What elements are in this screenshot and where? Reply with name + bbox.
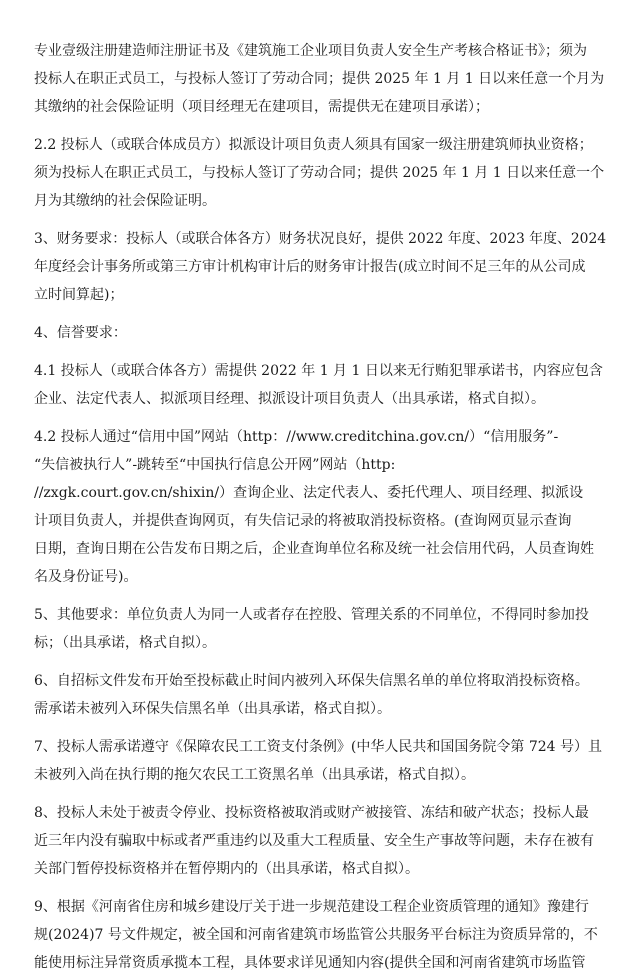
text-line: 名及身份证号)。: [34, 569, 138, 585]
text-line: “失信被执行人”-跳转至“中国执行信息公开网”网站（http:: [34, 457, 396, 473]
text-line: 投标人在职正式员工，与投标人签订了劳动合同；提供 2025 年 1 月 1 日以来任意一个月为: [34, 71, 605, 87]
text-line: 关部门暂停投标资格并在暂停期内的（出具承诺，格式自拟）。: [34, 861, 419, 877]
text-line: 其缴纳的社会保险证明（项目经理无在建项目，需提供无在建项目承诺）；: [34, 99, 489, 115]
text-line: 能使用标注异常资质承揽本工程，具体要求详见通知内容(提供全国和河南省建筑市场监管: [34, 955, 586, 971]
text-line: 3、财务要求：投标人（或联合体各方）财务状况良好，提供 2022 年度、2023 年度、2024: [34, 231, 607, 247]
text-line: 7、投标人需承诺遵守《保障农民工工资支付条例》(中华人民共和国国务院令第 724 号）且: [34, 739, 602, 755]
text-line: 规(2024)7 号文件规定，被全国和河南省建筑市场监管公共服务平台标注为资质异常的，不: [34, 927, 598, 943]
text-line: 立时间算起)；: [34, 287, 124, 303]
text-line: 日期，查询日期在公告发布日期之后，企业查询单位名称及统一社会信用代码，人员查询姓: [34, 541, 594, 557]
text-line: 标；（出具承诺，格式自拟）。: [34, 635, 216, 651]
text-line: 需承诺未被列入环保失信黑名单（出具承诺，格式自拟）。: [34, 701, 391, 717]
text-line: 企业、法定代表人、拟派项目经理、拟派设计项目负责人（出具承诺，格式自拟）。: [34, 391, 545, 407]
text-line: 8、投标人未处于被责令停业、投标资格被取消或财产被接管、冻结和破产状态；投标人最: [34, 805, 589, 821]
text-line: 9、根据《河南省住房和城乡建设厅关于进一步规范建设工程企业资质管理的通知》豫建行: [34, 899, 589, 915]
text-line: 4.2 投标人通过“信用中国”网站（http：//www.creditchina.gov.cn/）“信用服务”-: [34, 429, 559, 445]
text-line: 2.2 投标人（或联合体成员方）拟派设计项目负责人须具有国家一级注册建筑师执业资格；: [34, 137, 593, 153]
text-line: 年度经会计事务所或第三方审计机构审计后的财务审计报告(成立时间不足三年的从公司成: [34, 259, 586, 275]
text-line: 6、自招标文件发布开始至投标截止时间内被列入环保失信黑名单的单位将取消投标资格。: [34, 673, 589, 689]
text-line: //zxgk.court.gov.cn/shixin/）查询企业、法定代表人、委托代理人、项目经理、拟派设: [34, 485, 584, 501]
text-line: 月为其缴纳的社会保险证明。: [34, 193, 216, 209]
text-line: 近三年内没有骗取中标或者严重违约以及重大工程质量、安全生产事故等问题，未存在被有: [34, 833, 594, 849]
text-line: 专业壹级注册建造师注册证书及《建筑施工企业项目负责人安全生产考核合格证书》；须为: [34, 43, 587, 59]
text-line: 须为投标人在职正式员工，与投标人签订了劳动合同；提供 2025 年 1 月 1 日以来任意一个: [34, 165, 605, 181]
text-line: 4、信誉要求：: [34, 325, 127, 341]
text-line: 未被列入尚在执行期的拖欠农民工工资黑名单（出具承诺，格式自拟）。: [34, 767, 475, 783]
text-line: 5、其他要求：单位负责人为同一人或者存在控股、管理关系的不同单位，不得同时参加投: [34, 607, 589, 623]
text-line: 4.1 投标人（或联合体各方）需提供 2022 年 1 月 1 日以来无行贿犯罪承诺书，内容应包含: [34, 363, 603, 379]
text-line: 计项目负责人，并提供查询网页，有失信记录的将被取消投标资格。(查询网页显示查询: [34, 513, 572, 529]
